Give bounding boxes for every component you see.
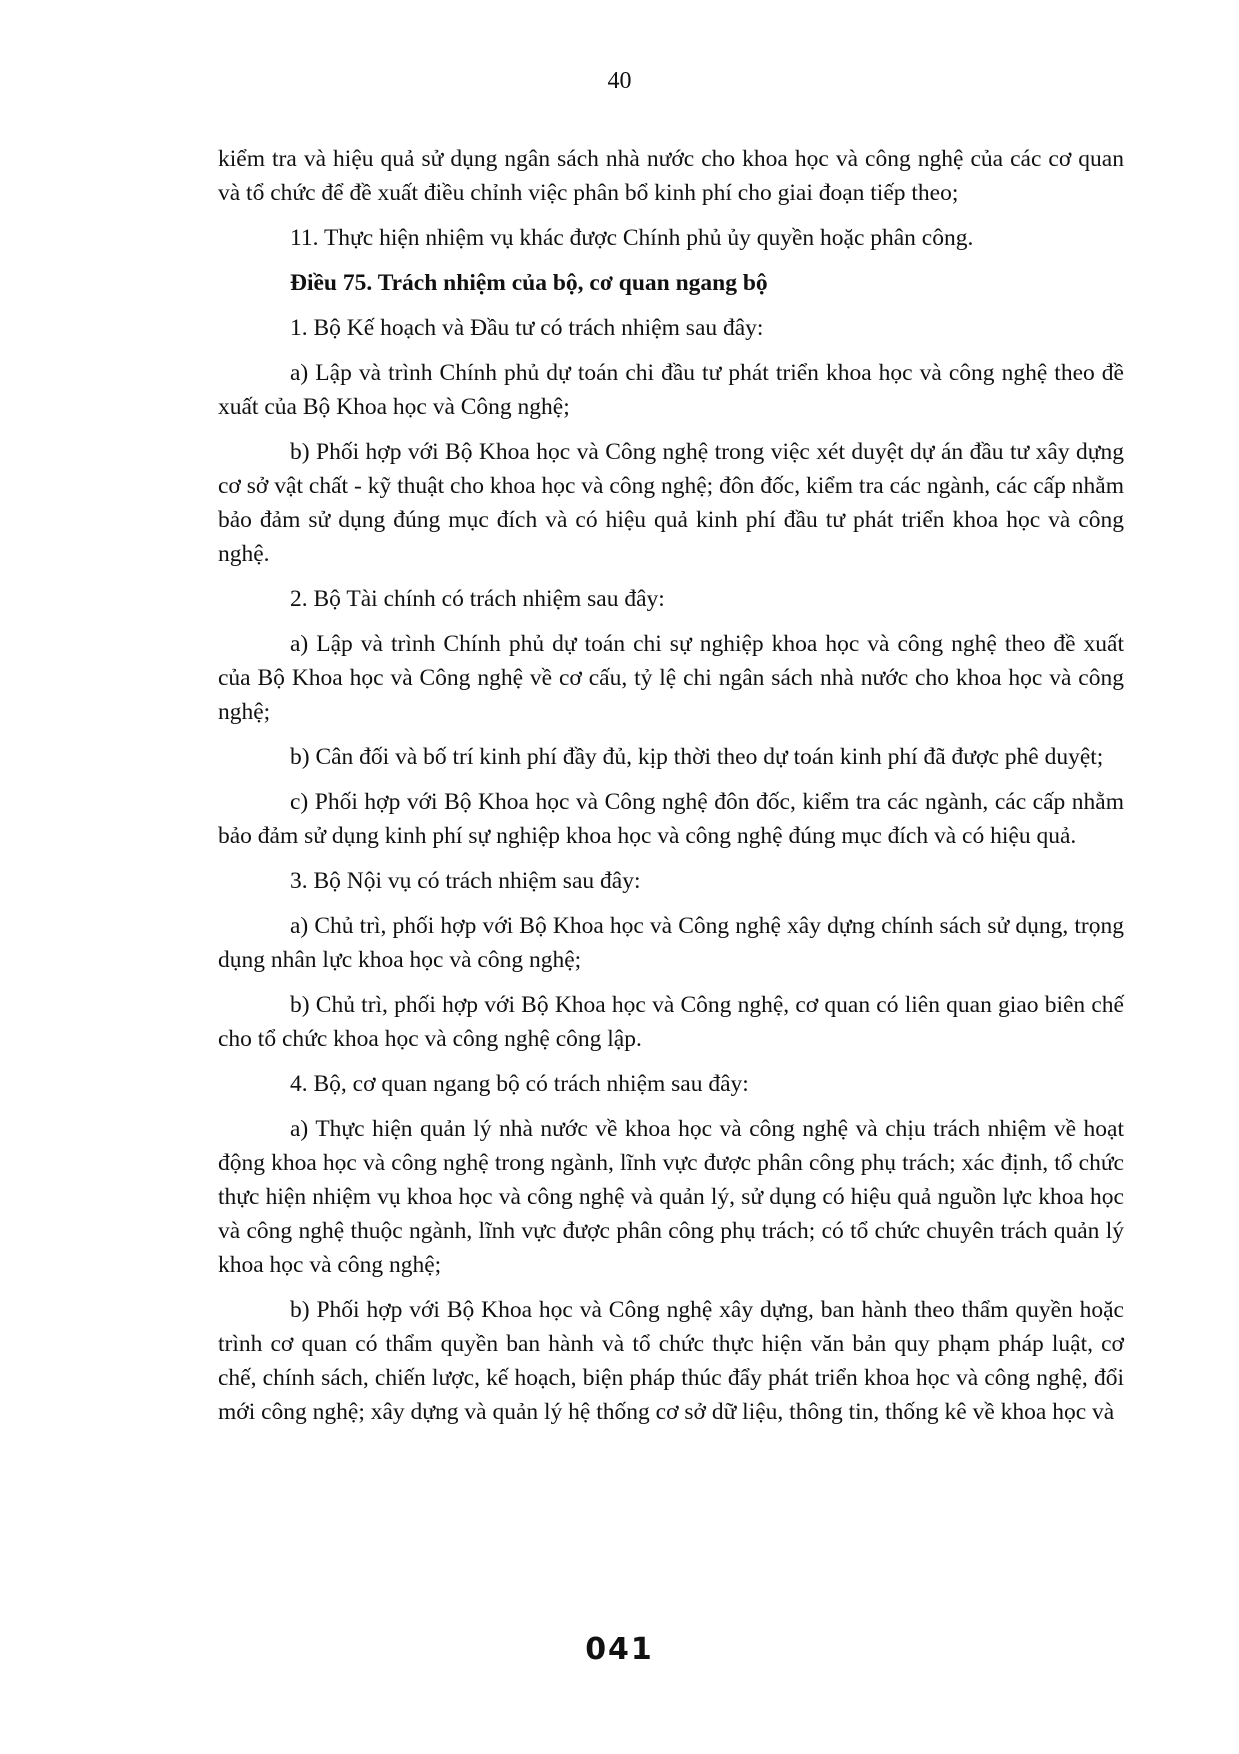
paragraph: 3. Bộ Nội vụ có trách nhiệm sau đây: <box>290 868 641 894</box>
paragraph: a) Chủ trì, phối hợp với Bộ Khoa học và Công nghệ xây dựng chính sách sử dụng, trọng dụng nhân lực khoa học và công nghệ; <box>218 913 1124 973</box>
paragraph: 11. Thực hiện nhiệm vụ khác được Chính phủ ủy quyền hoặc phân công. <box>290 225 974 251</box>
paragraph: b) Phối hợp với Bộ Khoa học và Công nghệ xây dựng, ban hành theo thẩm quyền hoặc trình cơ quan có thẩm quyền ban hành và tổ chức thực hiện văn bản quy phạm pháp luật, cơ chế, chính sách, chiến lược, kế hoạch, biện pháp thúc đẩy phát triển khoa học và công nghệ, đổi mới công nghệ; xây dựng và quản lý hệ thống cơ sở dữ liệu, thông tin, thống kê về khoa học và <box>218 1297 1124 1425</box>
paragraph: c) Phối hợp với Bộ Khoa học và Công nghệ đôn đốc, kiểm tra các ngành, các cấp nhằm bảo đảm sử dụng kinh phí sự nghiệp khoa học và công nghệ đúng mục đích và có hiệu quả. <box>218 789 1124 849</box>
document-body <box>218 142 1124 1440</box>
paragraph: a) Lập và trình Chính phủ dự toán chi sự nghiệp khoa học và công nghệ theo đề xuất của Bộ Khoa học và Công nghệ về cơ cấu, tỷ lệ chi ngân sách nhà nước cho khoa học và công nghệ; <box>218 631 1124 725</box>
paragraph: a) Thực hiện quản lý nhà nước về khoa học và công nghệ và chịu trách nhiệm về hoạt động khoa học và công nghệ trong ngành, lĩnh vực được phân công phụ trách; xác định, tổ chức thực hiện nhiệm vụ khoa học và công nghệ và quản lý, sử dụng có hiệu quả nguồn lực khoa học và công nghệ thuộc ngành, lĩnh vực được phân công phụ trách; có tổ chức chuyên trách quản lý khoa học và công nghệ; <box>218 1116 1124 1278</box>
paragraph: a) Lập và trình Chính phủ dự toán chi đầu tư phát triển khoa học và công nghệ theo đề xuất của Bộ Khoa học và Công nghệ; <box>218 360 1124 420</box>
paragraph: b) Cân đối và bố trí kinh phí đầy đủ, kịp thời theo dự toán kinh phí đã được phê duyệt; <box>290 744 1104 770</box>
paragraph: 4. Bộ, cơ quan ngang bộ có trách nhiệm sau đây: <box>290 1071 749 1097</box>
stamp-number: 041 <box>585 1632 654 1667</box>
page-number: 40 <box>607 68 632 94</box>
paragraph: b) Phối hợp với Bộ Khoa học và Công nghệ trong việc xét duyệt dự án đầu tư xây dựng cơ sở vật chất - kỹ thuật cho khoa học và công nghệ; đôn đốc, kiểm tra các ngành, các cấp nhằm bảo đảm sử dụng đúng mục đích và có hiệu quả kinh phí đầu tư phát triển khoa học và công nghệ. <box>218 439 1124 567</box>
paragraph: 2. Bộ Tài chính có trách nhiệm sau đây: <box>290 586 665 612</box>
paragraph: 1. Bộ Kế hoạch và Đầu tư có trách nhiệm sau đây: <box>290 315 764 341</box>
article-heading: Điều 75. Trách nhiệm của bộ, cơ quan ngang bộ <box>290 270 768 296</box>
paragraph: kiểm tra và hiệu quả sử dụng ngân sách nhà nước cho khoa học và công nghệ của các cơ quan và tổ chức để đề xuất điều chỉnh việc phân bổ kinh phí cho giai đoạn tiếp theo; <box>218 146 1124 206</box>
paragraph: b) Chủ trì, phối hợp với Bộ Khoa học và Công nghệ, cơ quan có liên quan giao biên chế cho tổ chức khoa học và công nghệ công lập. <box>218 992 1124 1052</box>
